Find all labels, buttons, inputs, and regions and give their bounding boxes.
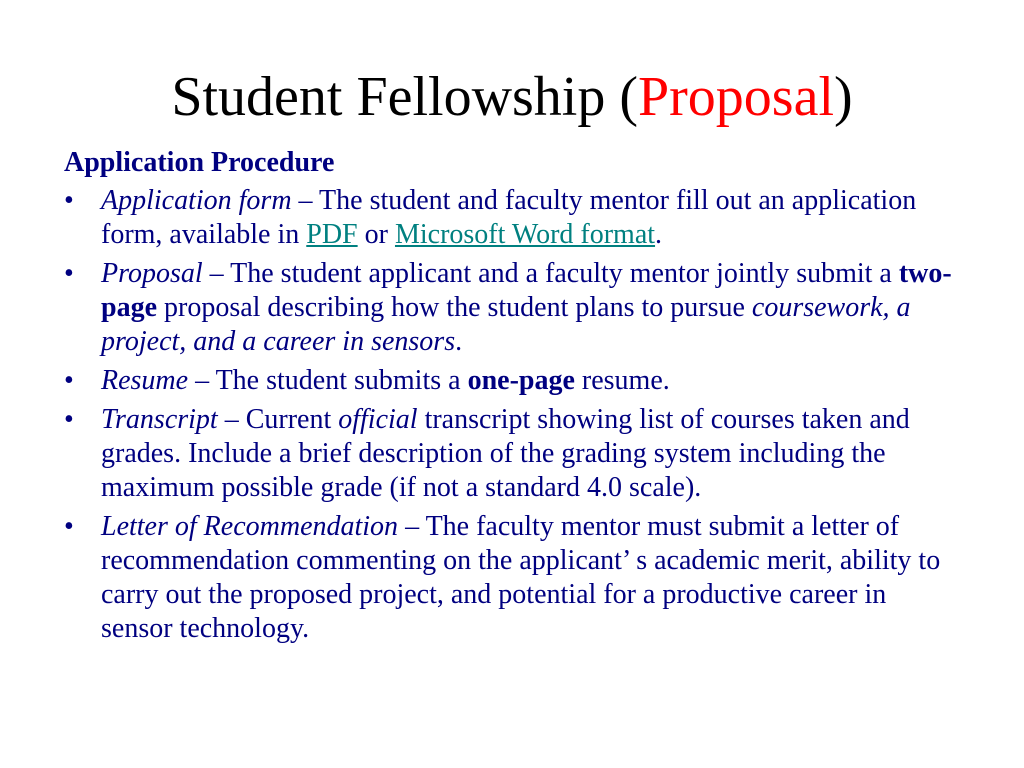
bullet-emphasis: one-page: [467, 365, 575, 396]
bullet-dash: –: [188, 365, 216, 396]
bullet-label: Application form: [101, 185, 292, 216]
bullet-text: The student and faculty mentor fill out an application form, available in: [101, 185, 917, 250]
bullet-dash: –: [217, 404, 246, 435]
bullet-letter-of-recommendation: [64, 510, 964, 646]
bullet-text: transcript showing list of courses taken and grades. Include a brief description of the grading system including the maximum possible grade (if not a standard 4.0 scale).: [101, 404, 910, 503]
bullet-application-form: [64, 184, 964, 252]
bullet-italic: coursework, a project, and a career in sensors: [101, 292, 911, 357]
bullet-text: or: [357, 219, 395, 250]
bullet-text: The faculty mentor must submit a letter of recommendation commenting on the applicant’ s academic merit, ability to carry out the proposed project, and potential for a productive career in sensor technology.: [101, 511, 941, 644]
bullet-text: .: [655, 219, 663, 250]
bullet-transcript: [64, 403, 964, 505]
bullet-text: .: [455, 326, 463, 357]
bullet-label: Transcript: [101, 404, 218, 435]
bullet-glyph: •: [64, 404, 74, 435]
bullet-dash: –: [398, 511, 426, 542]
title-accent: Proposal: [638, 66, 835, 128]
bullet-proposal: [64, 257, 964, 359]
title-main: Student Fellowship (: [171, 66, 639, 128]
bullet-italic: official: [338, 404, 418, 435]
bullet-label: Letter of Recommendation: [101, 511, 399, 542]
bullet-emphasis: two-page: [101, 258, 952, 323]
title-close: ): [834, 66, 853, 128]
bullet-text: The student applicant and a faculty mentor jointly submit a: [230, 258, 899, 289]
pdf-link[interactable]: PDF: [306, 219, 358, 250]
bullet-text: resume.: [574, 365, 670, 396]
section-heading: Application Procedure: [64, 147, 335, 178]
bullet-glyph: •: [64, 511, 74, 542]
slide-body: [64, 146, 964, 651]
word-format-link[interactable]: Microsoft Word format: [394, 219, 656, 250]
bullet-text: The student submits a: [215, 365, 468, 396]
bullet-glyph: •: [64, 365, 74, 396]
bullet-text: proposal describing how the student plans to pursue: [157, 292, 752, 323]
bullet-glyph: •: [64, 185, 74, 216]
bullet-label: Proposal: [101, 258, 203, 289]
bullet-list: [64, 184, 964, 646]
slide-title: [0, 62, 1024, 132]
bullet-dash: –: [202, 258, 231, 289]
bullet-label: Resume: [101, 365, 189, 396]
bullet-glyph: •: [64, 258, 74, 289]
bullet-resume: [64, 364, 964, 398]
bullet-text: Current: [245, 404, 339, 435]
bullet-dash: –: [291, 185, 320, 216]
